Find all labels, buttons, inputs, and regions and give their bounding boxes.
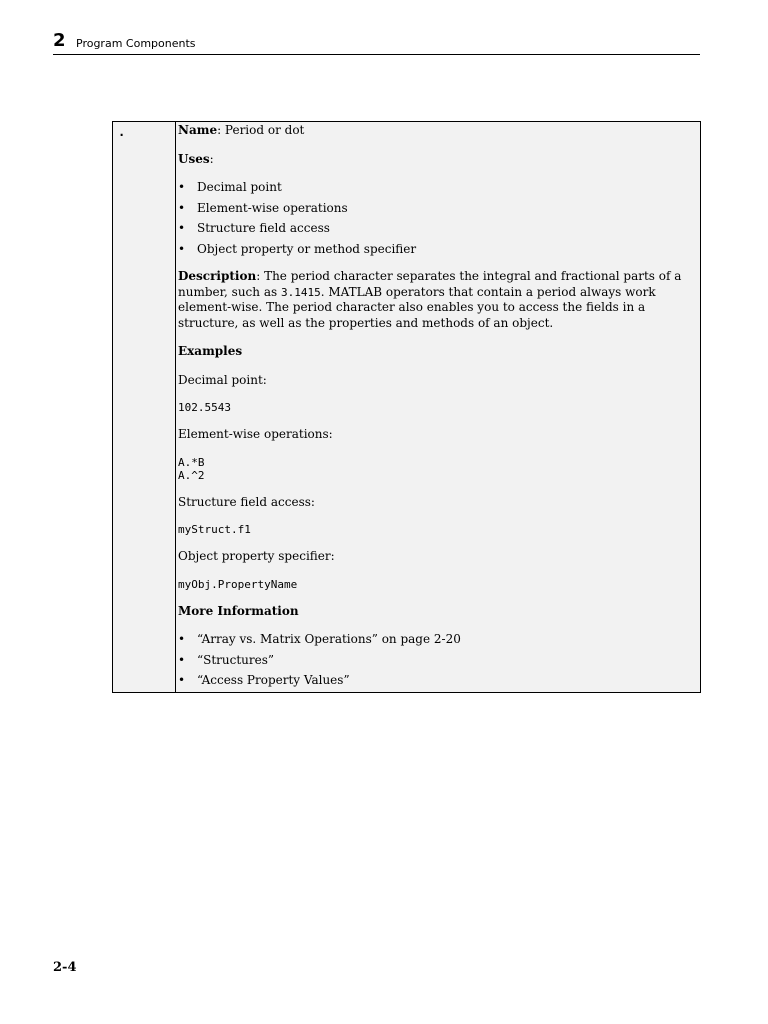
code-example-elementwise: A.*B A.^2: [178, 455, 205, 482]
uses-heading: Uses:: [178, 151, 214, 166]
code-example-struct: myStruct.f1: [178, 523, 251, 536]
description-cell: [176, 122, 701, 693]
list-item: • Structure field access: [178, 221, 691, 237]
table-row: [113, 122, 701, 693]
uses-list: [178, 180, 691, 257]
more-info-list: [178, 632, 691, 689]
page-number: 2-4: [53, 960, 77, 975]
list-item: • Element-wise operations: [178, 201, 691, 217]
examples-heading: Examples: [178, 344, 243, 358]
uses-label: Uses: [178, 151, 210, 166]
description-label: Description: [178, 269, 257, 283]
name-value: : Period or dot: [217, 123, 305, 137]
link-access-property-values[interactable]: • “Access Property Values”: [178, 673, 691, 689]
operator-table: [112, 121, 701, 693]
operator-symbol: .: [118, 125, 126, 139]
description-paragraph: Description: The period character separates the integral and fractional parts of a number, such as 3.1415. MATLAB operators that contain a period always work element-wise. The period character also enables you to access the fields in a structure, as well as the properties and methods of an object.: [178, 269, 682, 330]
example-label-elementwise: Element-wise operations:: [178, 427, 333, 441]
example-label-struct: Structure field access:: [178, 494, 315, 509]
list-item: • Object property or method specifier: [178, 242, 691, 258]
chapter-number: 2: [53, 30, 66, 51]
more-info-heading: More Information: [178, 603, 299, 618]
code-example-object: myObj.PropertyName: [178, 577, 298, 591]
symbol-cell: [113, 122, 176, 693]
link-structures[interactable]: • “Structures”: [178, 653, 691, 669]
chapter-title: Program Components: [76, 37, 196, 50]
code-example-decimal: 102.5543: [178, 401, 231, 414]
page-header: [53, 30, 700, 55]
name-line: [178, 123, 691, 139]
inline-code: 3.1415: [280, 285, 321, 299]
name-label: Name: [178, 123, 218, 137]
list-item: • Decimal point: [178, 180, 691, 196]
example-label-object: Object property specifier:: [178, 549, 335, 563]
example-label-decimal: Decimal point:: [178, 372, 267, 387]
link-array-vs-matrix[interactable]: • “Array vs. Matrix Operations” on page 2-20: [178, 632, 691, 648]
